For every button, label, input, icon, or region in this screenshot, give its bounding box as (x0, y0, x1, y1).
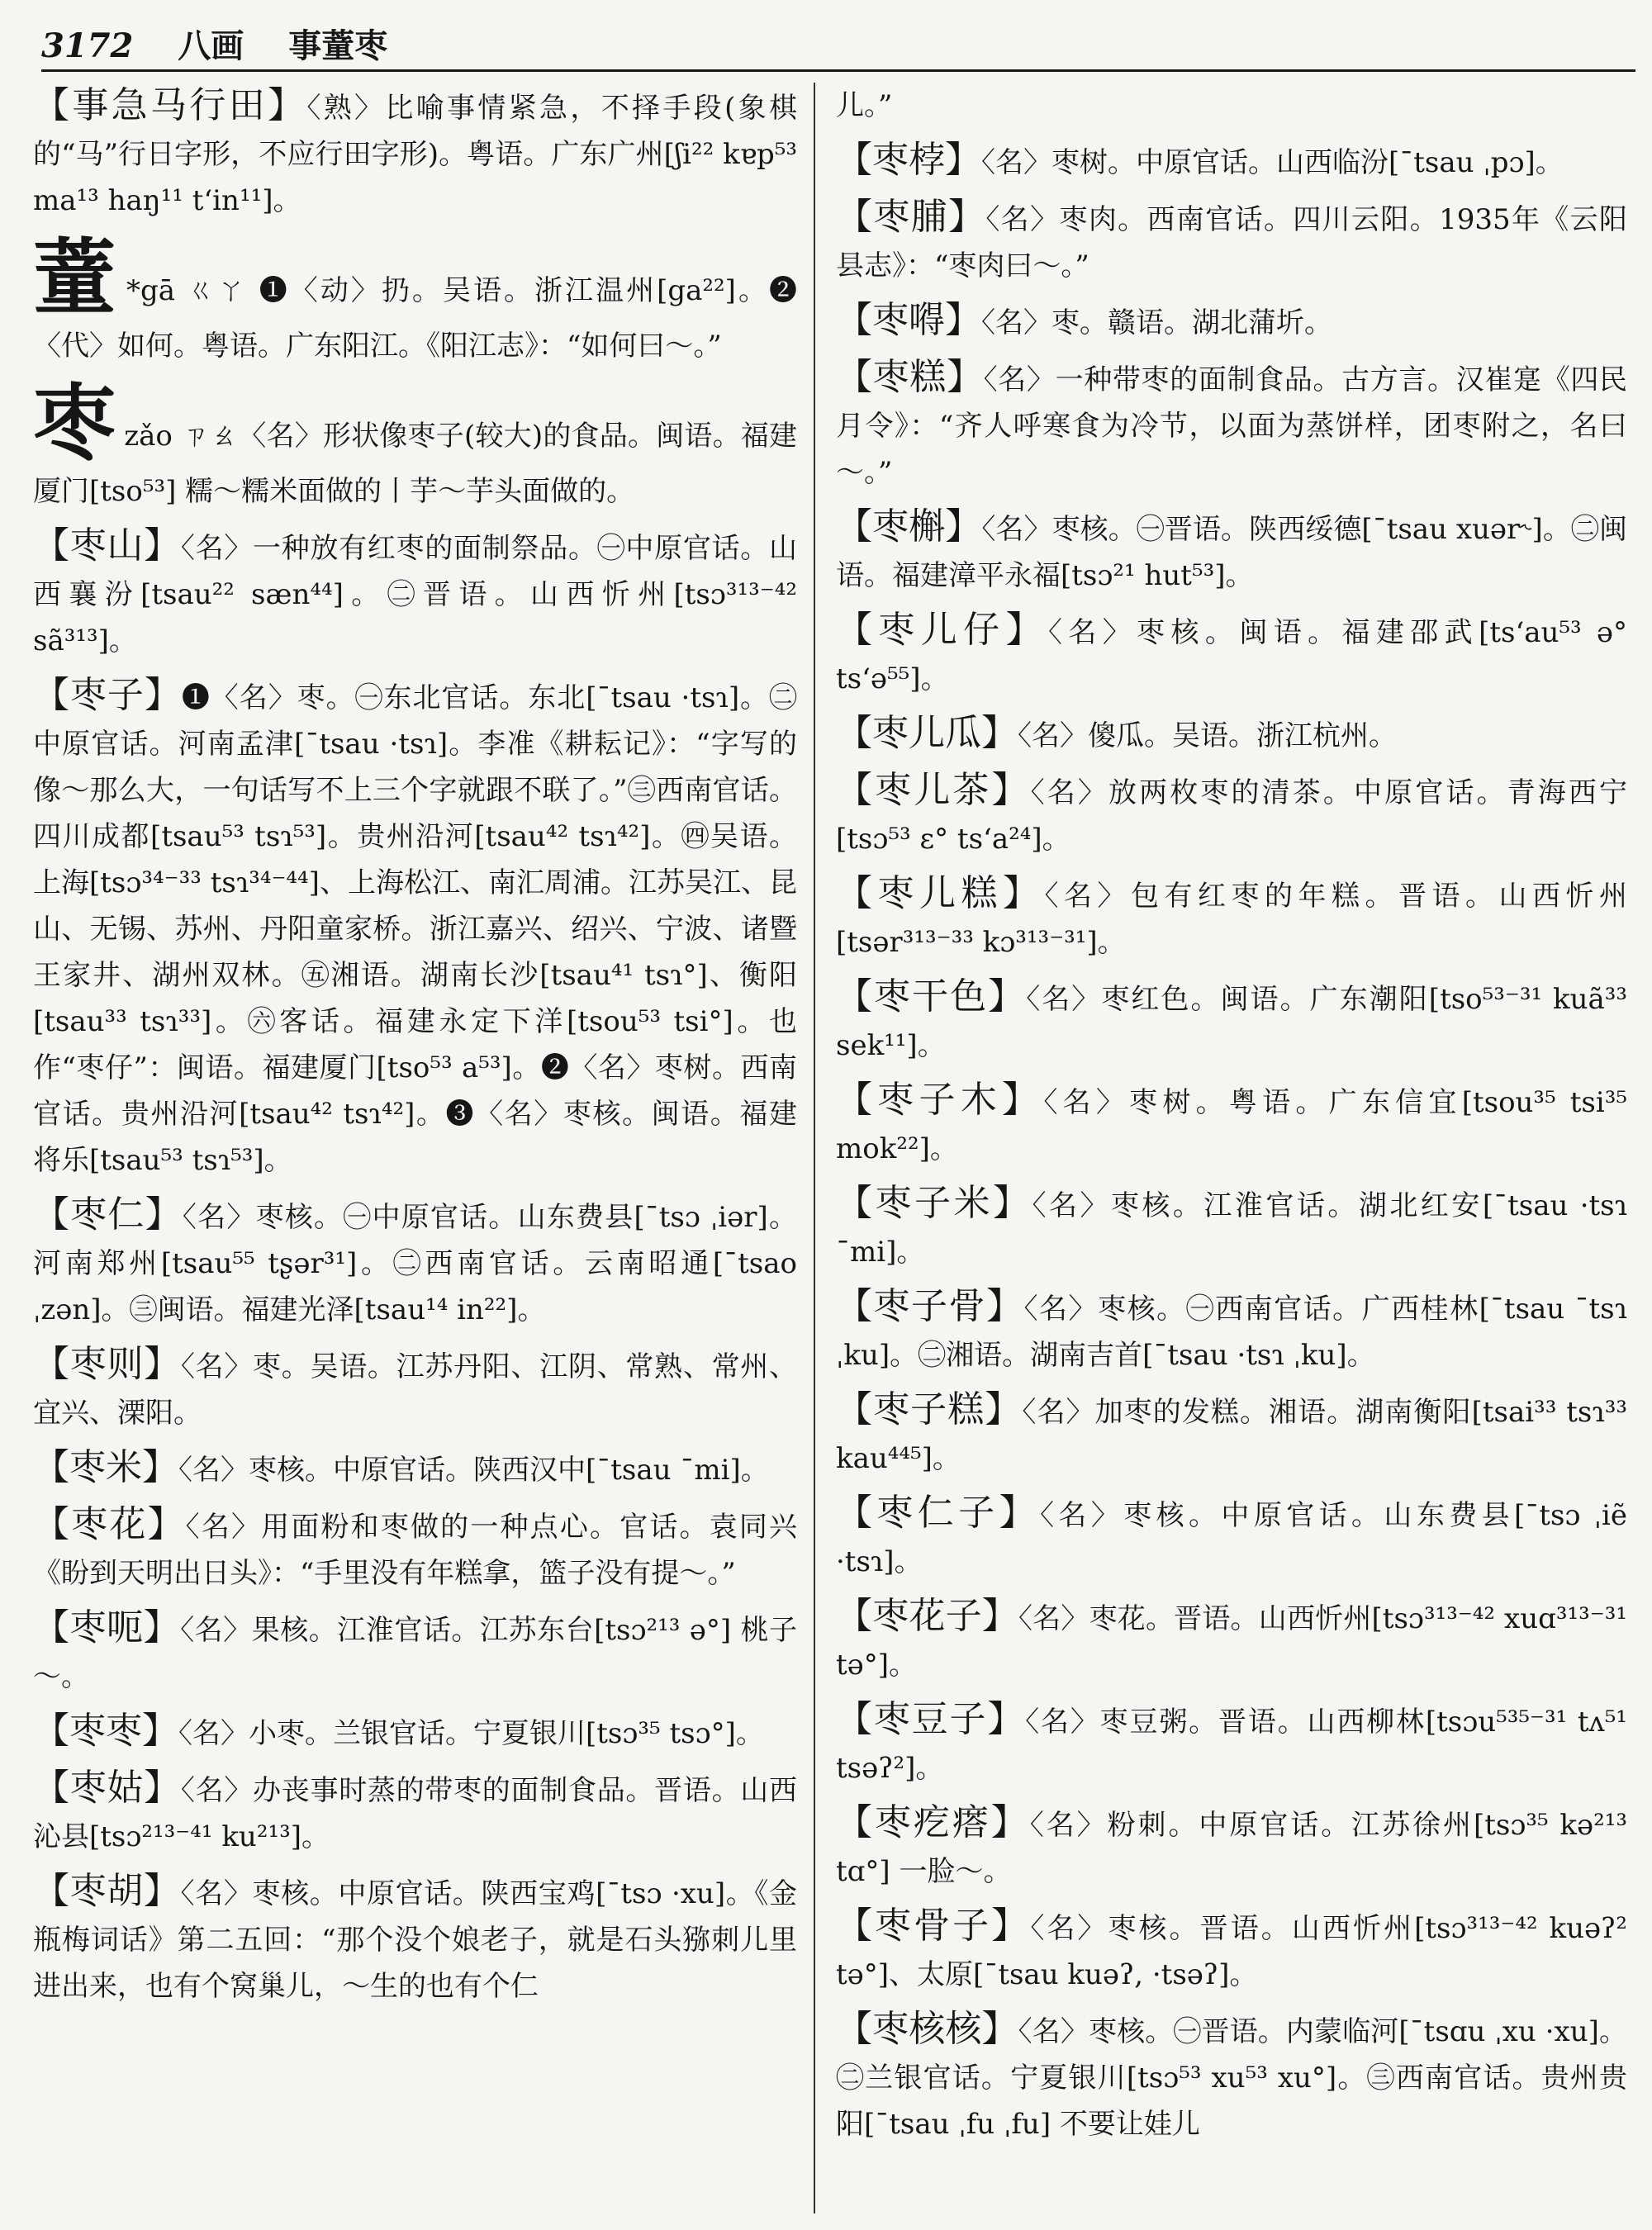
dictionary-entry (836, 1903, 1627, 1998)
dictionary-entry (33, 672, 797, 1184)
dictionary-entry (836, 1077, 1627, 1172)
dictionary-entry (33, 1341, 797, 1436)
dictionary-entry (836, 1696, 1627, 1791)
dictionary-entry (836, 504, 1627, 599)
headword: 【枣子】 (33, 674, 182, 716)
head-character: 蕫 (33, 229, 119, 326)
dictionary-entry (836, 1593, 1627, 1688)
definition: 〈名〉粉刺。中原官话。江苏徐州[tsɔ³⁵ kə²¹³ tɑ°] 一脸～。 (836, 1809, 1627, 1888)
dictionary-entry (33, 229, 797, 369)
headword: 【枣儿糕】 (836, 872, 1045, 914)
dictionary-entry (836, 297, 1627, 346)
dictionary-entry (836, 137, 1627, 186)
headword: 【枣核核】 (836, 2008, 1018, 2050)
headword: 【枣骨子】 (836, 1905, 1031, 1947)
dictionary-entry (836, 1387, 1627, 1482)
headword: 【枣花子】 (836, 1595, 1018, 1637)
headword: 【枣仁子】 (836, 1492, 1041, 1534)
headword: 【枣胡】 (33, 1870, 181, 1912)
definition: 〈名〉枣核。㊀晋语。内蒙临河[ˉtsɑu ˌxu ·xu]。㊁兰银官话。宁夏银川[tsɔ⁵³ xu⁵³ xu°]。㊂西南官话。贵州贵阳[ˉtsau ˌfu ˌfu] 不要让娃儿 (836, 2015, 1627, 2141)
page-number: 3172 (41, 26, 134, 65)
dictionary-entry (836, 974, 1627, 1069)
definition: 〈名〉办丧事时蒸的带枣的面制食品。晋语。山西沁县[tsɔ²¹³⁻⁴¹ ku²¹³]。 (33, 1774, 797, 1853)
headword: 【枣疙瘩】 (836, 1801, 1030, 1843)
continued-text (836, 83, 1627, 129)
dictionary-entry (836, 354, 1627, 496)
definition: 〈名〉枣核。闽语。福建邵武[tsʻau⁵³ ə° tsʻə⁵⁵]。 (836, 616, 1627, 695)
headword: 【枣仁】 (33, 1193, 183, 1236)
headword: 【枣脯】 (836, 196, 986, 238)
definition: zǎo ㄗㄠ〈名〉形状像枣子(较大)的食品。闽语。福建厦门[tso⁵³] 糯～糯米面做的丨芋～芋头面做的。 (33, 420, 797, 508)
definition: 〈名〉枣红色。闽语。广东潮阳[tso⁵³⁻³¹ kuã³³ sek¹¹]。 (836, 983, 1627, 1062)
dictionary-entry (836, 871, 1627, 966)
definition: 〈名〉枣。吴语。江苏丹阳、江阴、常熟、常州、宜兴、溧阳。 (33, 1350, 797, 1430)
dictionary-entry (836, 1180, 1627, 1275)
dictionary-entry (836, 1800, 1627, 1895)
headword: 【枣儿仔】 (836, 609, 1048, 651)
headword: 【枣子米】 (836, 1182, 1032, 1224)
header-rule (41, 69, 1635, 72)
dictionary-entry (836, 194, 1627, 289)
dictionary-entry (33, 1605, 797, 1700)
headword: 【枣花】 (33, 1503, 186, 1545)
headword: 【枣豆子】 (836, 1698, 1026, 1740)
headword: 【枣桲】 (836, 139, 981, 181)
headword: 【枣则】 (33, 1343, 181, 1385)
dictionary-entry (33, 1868, 797, 2009)
headword: 【枣山】 (33, 524, 181, 567)
definition: 〈名〉枣核。中原官话。陕西汉中[ˉtsau ˉmi]。 (178, 1454, 769, 1487)
headword: 【枣干色】 (836, 975, 1027, 1018)
headword: 【事急马行田】 (33, 84, 307, 126)
definition: 〈名〉包有红枣的年糕。晋语。山西忻州[tsər³¹³⁻³³ kɔ³¹³⁻³¹]。 (836, 880, 1627, 959)
dictionary-entry (836, 1283, 1627, 1378)
headword: 【枣糕】 (836, 356, 984, 398)
dictionary-entry (33, 374, 797, 515)
definition: 〈名〉枣树。中原官话。山西临汾[ˉtsau ˌpɔ]。 (981, 146, 1564, 179)
dictionary-entry (836, 607, 1627, 702)
definition: 〈名〉枣核。㊀中原官话。山东费县[ˉtsɔ ˌiər]。河南郑州[tsau⁵⁵ tʂər³¹]。㊁西南官话。云南昭通[ˉtsao ˌzən]。㊂闽语。福建光泽[tsau¹⁴ in²²]。 (33, 1201, 797, 1326)
definition: ❶〈名〉枣。㊀东北官话。东北[ˉtsau ·tsɿ]。㊁中原官话。河南孟津[ˉtsau ·tsɿ]。李准《耕耘记》：“字写的像～那么大，一句话写不上三个字就跟不联了。”㊂西南官话。四川成都[tsau⁵³ tsɿ⁵³]。贵州沿河[tsau⁴² tsɿ⁴²]。㊃吴语。上海[tsɔ³⁴⁻³³ tsɿ³⁴⁻⁴⁴]、上海松江、南汇周浦。江苏吴江、昆山、无锡、苏州、丹阳童家桥。浙江嘉兴、绍兴、宁波、诸暨王家井、湖州双林。㊄湘语。湖南长沙[tsau⁴¹ tsɿ°]、衡阳[tsau³³ tsɿ³³]。㊅客话。福建永定下洋[tsou⁵³ tsi°]。也作“枣仔”：闽语。福建厦门[tso⁵³ a⁵³]。❷〈名〉枣树。西南官话。贵州沿河[tsau⁴² tsɿ⁴²]。❸〈名〉枣核。闽语。福建将乐[tsau⁵³ tsɿ⁵³]。 (33, 681, 797, 1177)
definition: 〈名〉小枣。兰银官话。宁夏银川[tsɔ³⁵ tsɔ°]。 (178, 1717, 764, 1750)
dictionary-entry (33, 83, 797, 224)
dictionary-entry (836, 2006, 1627, 2147)
headword: 【枣嘚】 (836, 299, 981, 341)
definition: 〈名〉放两枚枣的清茶。中原官话。青海西宁[tsɔ⁵³ ɛ° tsʻa²⁴]。 (836, 776, 1627, 856)
headword: 【枣儿茶】 (836, 769, 1031, 811)
definition: 〈名〉一种带枣的面制食品。古方言。汉崔寔《四民月令》：“齐人呼寒食为冷节，以面为蒸饼样，团枣附之，名曰～。” (836, 363, 1627, 489)
definition: 〈名〉枣核。江淮官话。湖北红安[ˉtsau ·tsɿ ˉmi]。 (836, 1189, 1627, 1269)
head-character: 枣 (33, 374, 116, 472)
definition: 〈名〉枣。赣语。湖北蒲圻。 (981, 306, 1332, 339)
headword: 【枣槲】 (836, 505, 982, 548)
dictionary-entry (836, 1490, 1627, 1585)
definition: 〈名〉枣豆粥。晋语。山西柳林[tsɔu⁵³⁵⁻³¹ tʌ⁵¹ tsəʔ²]。 (836, 1706, 1627, 1785)
definition: 〈名〉加枣的发糕。湘语。湖南衡阳[tsai³³ tsɿ³³ kau⁴⁴⁵]。 (836, 1396, 1627, 1475)
headword: 【枣枣】 (33, 1710, 178, 1752)
dictionary-entry (33, 1445, 797, 1493)
headword: 【枣子骨】 (836, 1285, 1024, 1327)
headword: 【枣米】 (33, 1446, 178, 1488)
dictionary-entry (33, 1765, 797, 1860)
dictionary-entry (33, 1708, 797, 1757)
definition: 〈名〉一种放有红枣的面制祭品。㊀中原官话。山西襄汾[tsau²² sæn⁴⁴]。㊁晋语。山西忻州[tsɔ³¹³⁻⁴² sã³¹³]。 (33, 532, 797, 657)
definition: 〈名〉枣核。㊀西南官话。广西桂林[ˉtsau ˉtsɿ ˌku]。㊁湘语。湖南吉首[ˉtsau ·tsɿ ˌku]。 (836, 1293, 1627, 1372)
left-column (33, 83, 797, 2222)
definition: 〈名〉枣花。晋语。山西忻州[tsɔ³¹³⁻⁴² xuɑ³¹³⁻³¹ tə°]。 (836, 1602, 1627, 1682)
headword: 【枣儿瓜】 (836, 712, 1018, 754)
definition: 〈名〉枣核。中原官话。陕西宝鸡[ˉtsɔ ·xu]。《金瓶梅词话》第二五回：“那个没个娘老子，就是石头猕刺儿里进出来，也有个窝巢儿，～生的也有个仁 (33, 1877, 797, 2003)
definition: 〈名〉果核。江淮官话。江苏东台[tsɔ²¹³ ə°] 桃子～。 (33, 1614, 797, 1693)
headword: 【枣姑】 (33, 1767, 181, 1809)
definition: 〈名〉用面粉和枣做的一种点心。官话。袁同兴《盼到天明出日头》：“手里没有年糕拿，篮子没有提～。” (33, 1511, 797, 1590)
definition: *gā ㄍㄚ ❶〈动〉扔。吴语。浙江温州[ga²²]。❷〈代〉如何。粤语。广东阳江。《阳江志》：“如何曰～。” (33, 274, 797, 363)
definition: 〈名〉傻瓜。吴语。浙江杭州。 (1018, 719, 1397, 752)
definition: 儿。” (836, 89, 893, 122)
column-divider (814, 83, 815, 2213)
page-header (41, 20, 1635, 66)
headword: 【枣子木】 (836, 1079, 1044, 1121)
definition: 〈名〉枣树。粤语。广东信宜[tsou³⁵ tsi³⁵ mok²²]。 (836, 1086, 1627, 1165)
headword: 【枣子糕】 (836, 1388, 1023, 1431)
dictionary-entry (33, 523, 797, 664)
right-column (836, 83, 1627, 2222)
definition: 〈名〉枣核。㊀晋语。陕西绥德[ˉtsau xuər˞]。㊁闽语。福建漳平永福[tsɔ²¹ hut⁵³]。 (836, 513, 1627, 592)
headword: 【枣呃】 (33, 1606, 181, 1649)
dictionary-entry (836, 710, 1627, 759)
dictionary-entry (836, 767, 1627, 862)
header-characters: 事蕫枣 (288, 26, 388, 65)
dictionary-entry (33, 1192, 797, 1333)
definition: 〈名〉枣核。晋语。山西忻州[tsɔ³¹³⁻⁴² kuəʔ² tə°]、太原[ˉtsau kuəʔ, ·tsəʔ]。 (836, 1912, 1627, 1991)
section-label: 八画 (178, 26, 244, 65)
definition: 〈熟〉比喻事情紧急，不择手段(象棋的“马”行日字形，不应行田字形)。粤语。广东广州[ʃi²² kɐp⁵³ ma¹³ haŋ¹¹ tʻin¹¹]。 (33, 92, 797, 217)
dictionary-entry (33, 1502, 797, 1597)
definition: 〈名〉枣核。中原官话。山东费县[ˉtsɔ ˌiẽ ·tsɿ]。 (836, 1499, 1627, 1578)
definition: 〈名〉枣肉。西南官话。四川云阳。1935年《云阳县志》：“枣肉曰～。” (836, 203, 1627, 282)
